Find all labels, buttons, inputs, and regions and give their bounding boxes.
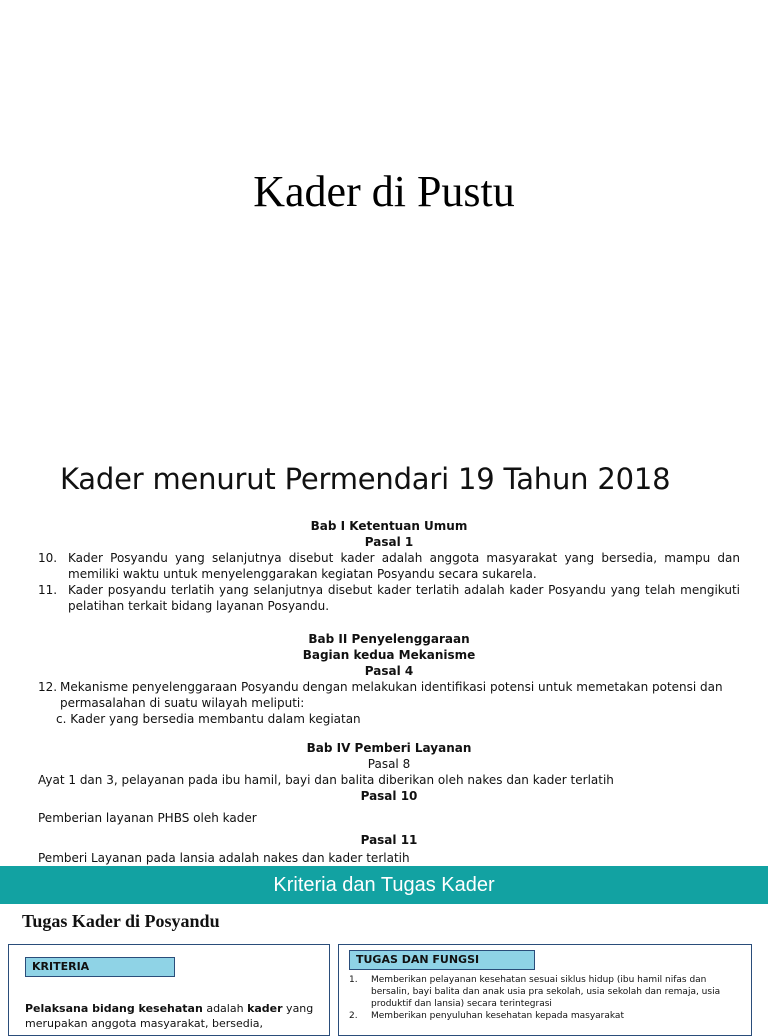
- item-number: 1.: [349, 975, 358, 985]
- item-text: Mekanisme penyelenggaraan Posyandu dengan melakukan identifikasi potensi untuk memetakan potensi dan permasalahan di suatu wilayah meliputi:: [60, 680, 723, 710]
- pasal8-heading: Pasal 8: [367, 757, 411, 771]
- bab2-bagian: Bagian kedua Mekanisme: [302, 648, 476, 662]
- tugas-label: TUGAS DAN FUNGSI: [349, 950, 535, 970]
- bab2-heading: Bab II Penyelenggaraan: [308, 632, 470, 646]
- bab2-pasal: Pasal 4: [364, 664, 414, 678]
- bab1-pasal: Pasal 1: [364, 535, 414, 549]
- pasal10-heading: Pasal 10: [360, 789, 418, 803]
- bab4-heading: Bab IV Pemberi Layanan: [306, 741, 472, 755]
- kriteria-mid-text: adalah: [202, 1002, 248, 1015]
- tugas-list: [349, 974, 739, 1022]
- item-text: Memberikan penyuluhan kesehatan kepada masyarakat: [371, 1011, 624, 1021]
- pasal8-text: Ayat 1 dan 3, pelayanan pada ibu hamil, bayi dan balita diberikan oleh nakes dan kader terlatih: [38, 773, 614, 787]
- list-item: [38, 679, 740, 711]
- kriteria-text: [25, 1001, 315, 1031]
- item-text: Kader posyandu terlatih yang selanjutnya disebut kader terlatih adalah kader Posyandu yang telah mengikuti pelatihan terkait bidang layanan Posyandu.: [68, 583, 740, 613]
- section-subtitle: Tugas Kader di Posyandu: [22, 911, 220, 931]
- kriteria-label: KRITERIA: [25, 957, 175, 977]
- bab1-heading: Bab I Ketentuan Umum: [310, 519, 468, 533]
- bab2-section: [38, 631, 740, 727]
- kriteria-rest-text: yang merupakan anggota masyarakat, bersedia,: [25, 1002, 314, 1030]
- kriteria-bold-text: Pelaksana bidang kesehatan: [25, 1002, 203, 1015]
- section-banner: Kriteria dan Tugas Kader: [0, 866, 768, 904]
- item-number: 12.: [38, 680, 58, 694]
- list-item: [38, 550, 740, 582]
- kriteria-box: [8, 944, 330, 1036]
- item-number: 2.: [349, 1011, 358, 1021]
- kriteria-bold-text-2: kader: [247, 1002, 283, 1015]
- slide1-title: Kader di Pustu: [253, 167, 515, 216]
- sub-item: c. Kader yang bersedia membantu dalam kegiatan: [56, 712, 361, 726]
- pasal11-text: Pemberi Layanan pada lansia adalah nakes dan kader terlatih: [38, 851, 410, 865]
- bab4-section: [38, 740, 740, 866]
- tugas-box: [338, 944, 752, 1036]
- list-item: [349, 974, 739, 1010]
- bab1-section: [38, 518, 740, 614]
- slide2-title: Kader menurut Permendari 19 Tahun 2018: [60, 462, 671, 496]
- item-number: 11.: [38, 583, 58, 597]
- pasal11-heading: Pasal 11: [360, 833, 418, 847]
- item-text: Memberikan pelayanan kesehatan sesuai siklus hidup (ibu hamil nifas dan bersalin, bayi balita dan anak usia pra sekolah, usia sekolah dan remaja, usia produktif dan lansia) secara terintegrasi: [371, 975, 721, 1009]
- pasal10-text: Pemberian layanan PHBS oleh kader: [38, 811, 257, 825]
- item-number: 10.: [38, 551, 58, 565]
- list-item: [38, 582, 740, 614]
- list-item: [349, 1010, 739, 1022]
- item-text: Kader Posyandu yang selanjutnya disebut kader adalah anggota masyarakat yang bersedia, mampu dan memiliki waktu untuk menyelenggarakan kegiatan Posyandu secara sukarela.: [68, 551, 740, 581]
